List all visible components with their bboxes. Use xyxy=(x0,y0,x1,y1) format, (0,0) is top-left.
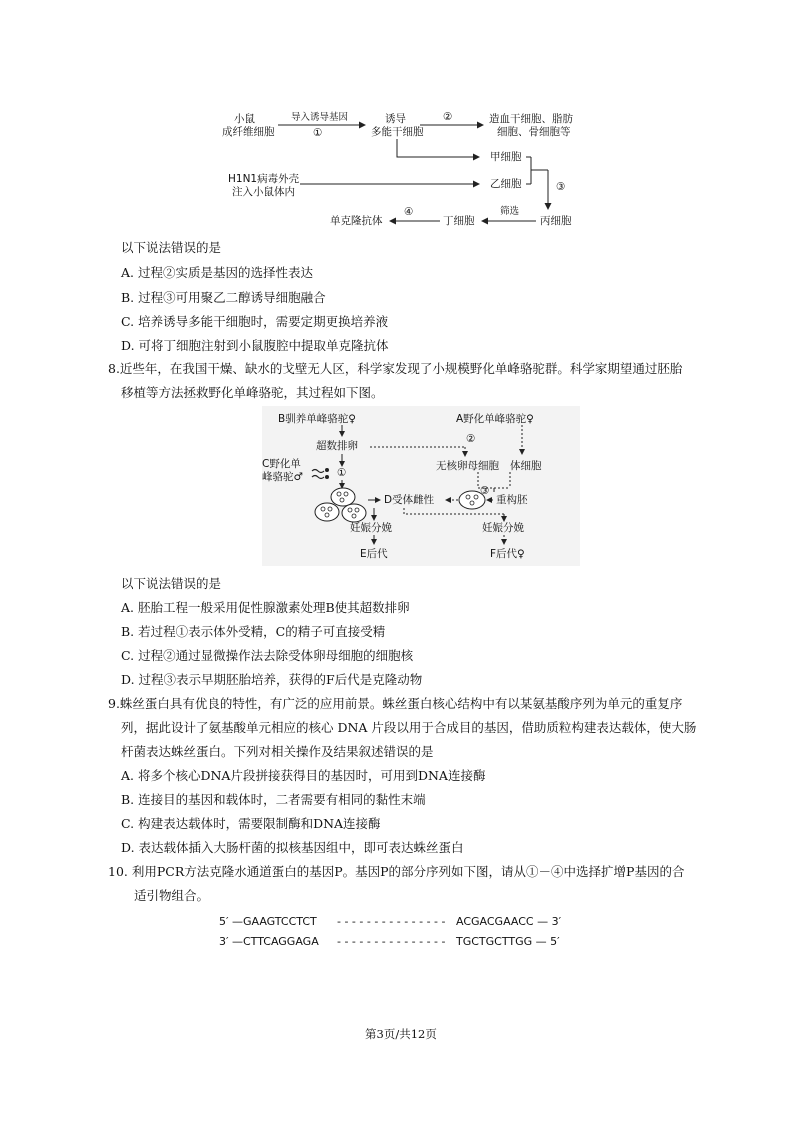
q7-option-b: B. 过程③可用聚乙二醇诱导细胞融合 xyxy=(121,290,326,305)
q10-seq-bottom-dashes: - - - - - - - - - - - - - - - xyxy=(337,935,446,948)
q8-stem-line-1: 8.近些年，在我国干燥、缺水的戈壁无人区，科学家发现了小规模野化单峰骆驼群。科学家期望通过胚胎 xyxy=(108,361,683,376)
page-footer: 第3页/共12页 xyxy=(365,1027,437,1041)
fig1-screen-label: 筛选 xyxy=(500,206,520,217)
q10-seq-bottom-left: 3′ —CTTCAGGAGA xyxy=(219,935,319,948)
q8-fig-c-camel-2: 峰骆驼♂ xyxy=(262,471,303,483)
q10-seq-top-left: 5′ —GAAGTCCTCT xyxy=(219,915,317,928)
q8-stem-2: 以下说法错误的是 xyxy=(121,576,222,591)
q8-fig-somatic: 体细胞 xyxy=(510,460,542,472)
q9-stem-line-1: 9.蛛丝蛋白具有优良的特性，有广泛的应用前景。蛛丝蛋白核心结构中有以某氨基酸序列为单元的重复序 xyxy=(108,696,683,711)
q8-fig-c-camel-1: C野化单 xyxy=(262,458,301,470)
q7-stem: 以下说法错误的是 xyxy=(121,240,222,255)
fig1-induced-1: 诱导 xyxy=(385,113,406,125)
q8-fig-num3: ③ xyxy=(480,485,490,497)
fig1-arrow1-num: ① xyxy=(313,127,323,139)
q8-fig-num2: ② xyxy=(466,433,476,445)
q8-option-a: A. 胚胎工程一般采用促性腺激素处理B使其超数排卵 xyxy=(121,600,410,615)
fig1-induced-2: 多能干细胞 xyxy=(371,126,424,138)
fig1-arrow3-num: ③ xyxy=(556,181,566,193)
q7-option-d: D. 可将丁细胞注射到小鼠腹腔中提取单克隆抗体 xyxy=(121,338,389,353)
fig1-mouse-label-1: 小鼠 xyxy=(234,113,255,125)
q9-option-d: D. 表达载体插入大肠杆菌的拟核基因组中，即可表达蛛丝蛋白 xyxy=(121,840,464,855)
q9-stem-line-2: 列，据此设计了氨基酸单元相应的核心 DNA 片段以用于合成目的基因，借助质粒构建表达载体，使大肠 xyxy=(121,720,697,735)
fig1-cell-jia: 甲细胞 xyxy=(490,151,522,163)
q8-option-b: B. 若过程①表示体外受精，C的精子可直接受精 xyxy=(121,624,386,639)
fig1-antibody: 单克隆抗体 xyxy=(330,215,383,227)
fig1-cell-yi: 乙细胞 xyxy=(490,178,522,190)
q8-fig-num1: ① xyxy=(337,467,347,479)
q10-stem-line-1: 10. 利用PCR方法克隆水通道蛋白的基因P。基因P的部分序列如下图，请从①－④中选择扩增P基因的合 xyxy=(108,864,685,879)
q8-stem-line-2: 移植等方法拯救野化单峰骆驼，其过程如下图。 xyxy=(121,385,384,400)
q8-fig-f-offspring: F后代♀ xyxy=(490,548,525,560)
q8-fig-reconstructed: 重构胚 xyxy=(496,494,528,506)
q8-fig-pregnancy-right: 妊娠分娩 xyxy=(482,522,524,534)
q9-stem-line-3: 杆菌表达蛛丝蛋白。下列对相关操作及结果叙述错误的是 xyxy=(121,744,434,759)
q8-option-d: D. 过程③表示早期胚胎培养，获得的F后代是克隆动物 xyxy=(121,672,423,687)
q10-stem-line-2: 适引物组合。 xyxy=(134,888,210,903)
q8-fig-pregnancy-left: 妊娠分娩 xyxy=(350,522,392,534)
q8-fig-e-offspring: E后代 xyxy=(360,548,388,560)
q9-option-a: A. 将多个核心DNA片段拼接获得目的基因时，可用到DNA连接酶 xyxy=(121,768,486,783)
q8-fig-superovulation: 超数排卵 xyxy=(316,440,358,452)
fig1-arrow2-num: ② xyxy=(443,111,453,123)
q8-option-c: C. 过程②通过显微操作法去除受体卵母细胞的细胞核 xyxy=(121,648,414,663)
q8-fig-b-camel: B驯养单峰骆驼♀ xyxy=(278,413,356,425)
q10-seq-top-right: ACGACGAACC — 3′ xyxy=(456,915,562,928)
q9-option-b: B. 连接目的基因和载体时，二者需要有相同的黏性末端 xyxy=(121,792,426,807)
fig1-h1n1-2: 注入小鼠体内 xyxy=(232,186,295,198)
q10-seq-bottom-right: TGCTGCTTGG — 5′ xyxy=(456,935,560,948)
fig1-blood-2: 细胞、骨细胞等 xyxy=(497,126,571,138)
q7-option-a: A. 过程②实质是基因的选择性表达 xyxy=(121,265,313,280)
fig1-mouse-label-2: 成纤维细胞 xyxy=(222,126,275,138)
q9-option-c: C. 构建表达载体时，需要限制酶和DNA连接酶 xyxy=(121,816,381,831)
fig1-cell-bing: 丙细胞 xyxy=(540,215,572,227)
q8-fig-a-camel: A野化单峰骆驼♀ xyxy=(456,413,534,425)
q10-seq-top-dashes: - - - - - - - - - - - - - - - xyxy=(337,915,446,928)
q7-option-c: C. 培养诱导多能干细胞时，需要定期更换培养液 xyxy=(121,314,389,329)
q8-fig-enucleated: 无核卵母细胞 xyxy=(436,460,499,472)
q8-fig-d-female: D受体雌性 xyxy=(384,494,435,506)
fig1-cell-ding: 丁细胞 xyxy=(443,215,475,227)
fig1-blood-1: 造血干细胞、脂肪 xyxy=(489,113,573,125)
fig1-h1n1-1: H1N1病毒外壳 xyxy=(228,173,300,185)
fig1-arrow1-label: 导入诱导基因 xyxy=(291,112,349,123)
fig1-arrow4-num: ④ xyxy=(404,206,414,218)
